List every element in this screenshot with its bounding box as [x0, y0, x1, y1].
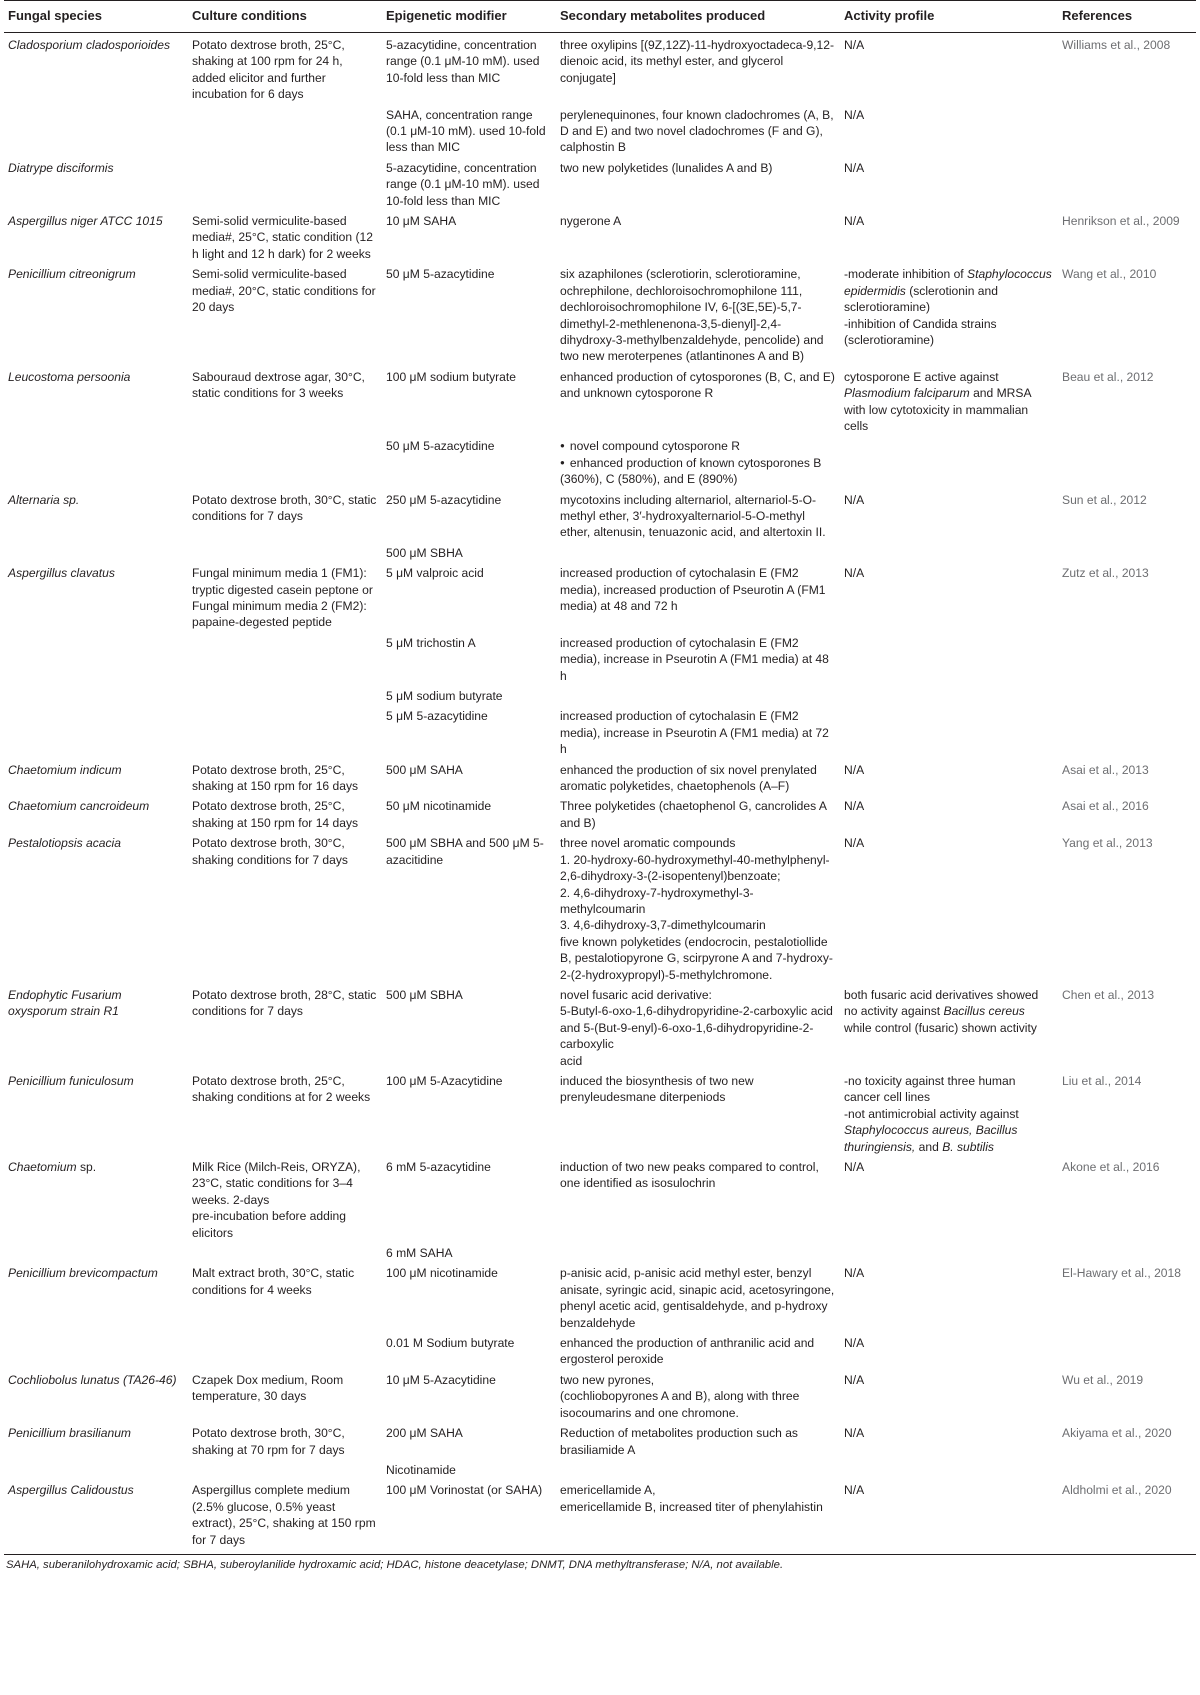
- reference-cell: [1058, 1241, 1196, 1261]
- metabolites-cell: increased production of cytochalasin E (FM2 media), increase in Pseurotin A (FM1 media) at 72 h: [560, 709, 829, 757]
- activity-cell: N/A: [844, 160, 865, 175]
- modifier-cell: 5 μM trichostin A: [386, 635, 476, 650]
- culture-cell: [188, 704, 382, 757]
- reference-cell: Zutz et al., 2013: [1062, 566, 1149, 581]
- metabolites-cell: Three polyketides (chaetophenol G, cancrolides A and B): [560, 799, 827, 830]
- reference-cell: Henrikson et al., 2009: [1062, 214, 1180, 229]
- modifier-cell: 500 μM SAHA: [386, 762, 463, 777]
- culture-cell: Potato dextrose broth, 25°C, shaking at 100 rpm for 24 h, added elicitor and further incubation for 6 days: [192, 38, 345, 102]
- reference-cell: [1058, 156, 1196, 209]
- activity-cell: [840, 1241, 1058, 1261]
- species-cell: [4, 541, 188, 561]
- reference-cell: Akone et al., 2016: [1062, 1160, 1160, 1174]
- table-footnote: SAHA, suberanilohydroxamic acid; SBHA, suberoylanilide hydroxamic acid; HDAC, histone deacetylase; DNMT, DNA methyltransferase; N/A, not available.: [6, 1558, 784, 1571]
- culture-text: Fungal minimum media 2 (FM2): papaine-degested peptide: [192, 599, 367, 630]
- culture-cell: [188, 1155, 382, 1241]
- reference-cell: [1058, 704, 1196, 757]
- reference-cell: Aldholmi et al., 2020: [1058, 1478, 1196, 1554]
- header-references: References: [1058, 1, 1196, 33]
- modifier-cell: 6 mM SAHA: [386, 1246, 453, 1261]
- table-row: [4, 983, 1196, 1069]
- reference-cell: Williams et al., 2008: [1062, 38, 1171, 52]
- species-cell: [4, 1458, 188, 1478]
- metabolites-cell: three oxylipins [(9Z,12Z)-11-hydroxyoctadeca-9,12-dienoic acid, its methyl ester, and glycerol conjugate]: [560, 38, 835, 85]
- metabolites-cell: enhanced the production of anthranilic acid and ergosterol peroxide: [560, 1336, 815, 1367]
- modifier-cell: 500 μM SBHA and 500 μM 5-azacitidine: [386, 836, 544, 867]
- metabolite-line: novel fusaric acid derivative:: [560, 987, 712, 1002]
- species-name: Chaetomium: [8, 1160, 77, 1174]
- metabolites-cell: Reduction of metabolites production such as brasiliamide A: [560, 1426, 798, 1457]
- species-cell: [4, 1155, 188, 1241]
- metabolites-cell: [556, 684, 840, 704]
- modifier-cell: 5-azacytidine, concentration range (0.1 μM-10 mM). used 10-fold less than MIC: [386, 160, 540, 208]
- modifier-cell: 50 μM nicotinamide: [386, 799, 492, 814]
- table-row: [4, 156, 1196, 209]
- culture-cell: [188, 434, 382, 487]
- activity-cell: [840, 541, 1058, 561]
- metabolite-line: 2. 4,6-dihydroxy-7-hydroxymethyl-3-methylcoumarin: [560, 885, 754, 916]
- table-header: [4, 1, 1196, 33]
- reference-cell: Liu et al., 2014: [1062, 1073, 1142, 1088]
- metabolites-cell: p-anisic acid, p-anisic acid methyl ester, benzyl anisate, syringic acid, sinapic acid, acetosyringone, phenyl acetic acid, gentisaldehyde, and p-hydroxy benzaldehyde: [560, 1266, 835, 1330]
- reference-cell: [1058, 631, 1196, 684]
- organism-name: Staphylococcus aureus, Bacillus thuringiensis,: [844, 1123, 1018, 1154]
- modifier-cell: 6 mM 5-azacytidine: [386, 1160, 491, 1174]
- species-cell: [4, 103, 188, 156]
- header-metabolites: Secondary metabolites produced: [556, 1, 840, 33]
- bullet-item: ● novel compound cytosporone R: [560, 438, 836, 454]
- activity-cell: [840, 983, 1058, 1069]
- modifier-cell: 250 μM 5-azacytidine: [386, 492, 502, 507]
- organism-name: Staphylococcus epidermidis: [844, 267, 1052, 298]
- metabolites-cell: [556, 831, 840, 983]
- modifier-cell: 5 μM 5-azacytidine: [386, 709, 488, 724]
- table-row: [4, 794, 1196, 831]
- species-cell: Cladosporium cladosporioides: [8, 38, 171, 52]
- activity-cell: N/A: [844, 1160, 865, 1174]
- species-cell: [4, 1331, 188, 1368]
- table-row: [4, 1368, 1196, 1421]
- metabolite-line: 5-Butyl-6-oxo-1,6-dihydropyridine-2-carboxylic acid and 5-(But-9-enyl)-6-oxo-1,6-dihydropyridine-2-carboxylic: [560, 1004, 833, 1052]
- metabolites-cell: two new polyketides (lunalides A and B): [560, 160, 773, 175]
- modifier-cell: 200 μM SAHA: [386, 1426, 463, 1441]
- species-cell: Penicillium brasilianum: [8, 1426, 131, 1441]
- organism-name: Bacillus cereus: [943, 1004, 1025, 1019]
- header-species: Fungal species: [4, 1, 188, 33]
- metabolites-cell: perylenequinones, four known cladochromes (A, B, D and E) and two novel cladochromes (F and G), calphostin B: [560, 107, 834, 155]
- culture-cell: [188, 541, 382, 561]
- table-row: [4, 561, 1196, 631]
- table-row: [4, 1421, 1196, 1458]
- species-cell: [4, 1241, 188, 1261]
- species-cell: Penicillium funiculosum: [8, 1073, 134, 1088]
- activity-text: -moderate inhibition of: [844, 267, 964, 282]
- table-row: [4, 488, 1196, 541]
- activity-text: (sclerotionin and sclerotioramine): [844, 283, 998, 315]
- activity-cell: N/A: [844, 762, 865, 777]
- species-cell: Diatrype disciformis: [8, 160, 114, 175]
- activity-cell: [840, 434, 1058, 487]
- culture-text: Fungal minimum media 1 (FM1): tryptic digested casein peptone or: [192, 566, 373, 597]
- metabolites-cell: [556, 541, 840, 561]
- reference-cell: [1058, 541, 1196, 561]
- activity-cell: [840, 1458, 1058, 1478]
- modifier-cell: 5 μM sodium butyrate: [386, 689, 503, 704]
- metabolites-cell: increased production of cytochalasin E (FM2 media), increased production of Pseurotin A (FM1 media) at 48 and 72 h: [560, 566, 826, 613]
- activity-text: and: [918, 1139, 939, 1154]
- table-row: [4, 209, 1196, 262]
- species-cell: Chaetomium indicum: [8, 762, 122, 777]
- metabolite-line: two new pyrones,: [560, 1372, 655, 1387]
- modifier-cell: 5-azacytidine, concentration range (0.1 μM-10 mM). used 10-fold less than MIC: [386, 38, 540, 85]
- table-row: [4, 1069, 1196, 1155]
- table-row: [4, 365, 1196, 435]
- table-row: [4, 1331, 1196, 1368]
- species-cell: Alternaria sp.: [8, 492, 80, 507]
- activity-cell: [840, 365, 1058, 435]
- header-culture: Culture conditions: [188, 1, 382, 33]
- modifier-cell: 100 μM Vorinostat (or SAHA): [382, 1478, 556, 1554]
- modifier-cell: 500 μM SBHA: [386, 987, 463, 1002]
- activity-cell: N/A: [844, 836, 865, 851]
- metabolites-cell: induced the biosynthesis of two new prenyleudesmane diterpeniods: [560, 1073, 754, 1105]
- table-row: [4, 684, 1196, 704]
- culture-cell: Potato dextrose broth, 30°C, static conditions for 7 days: [192, 492, 377, 523]
- metabolite-line: emericellamide B, increased titer of phenylahistin: [560, 1499, 823, 1514]
- reference-cell: El-Hawary et al., 2018: [1062, 1266, 1181, 1281]
- activity-text: -no toxicity against three human cancer cell lines: [844, 1073, 1016, 1105]
- culture-cell: [188, 156, 382, 209]
- metabolite-line: emericellamide A,: [560, 1483, 656, 1498]
- culture-cell: [188, 1458, 382, 1478]
- activity-text: and MRSA with low cytotoxicity in mammalian cells: [844, 386, 1031, 433]
- modifier-cell: 10 μM SAHA: [386, 214, 457, 229]
- table-row: [4, 1478, 1196, 1554]
- header-row: [4, 1, 1196, 33]
- activity-cell: N/A: [844, 107, 865, 122]
- metabolites-cell: [556, 434, 840, 487]
- culture-cell: Potato dextrose broth, 30°C, shaking at 70 rpm for 7 days: [192, 1426, 345, 1457]
- metabolites-cell: [556, 1368, 840, 1421]
- reference-cell: Sun et al., 2012: [1062, 492, 1147, 507]
- reference-cell: Chen et al., 2013: [1062, 987, 1155, 1002]
- metabolite-line: (cochliobopyrones A and B), along with three isocoumarins and one chromone.: [560, 1389, 800, 1420]
- culture-cell: Potato dextrose broth, 30°C, shaking conditions for 7 days: [192, 836, 348, 867]
- modifier-cell: 500 μM SBHA: [386, 545, 463, 560]
- culture-cell: Potato dextrose broth, 25°C, shaking at 150 rpm for 16 days: [192, 762, 359, 794]
- species-cell: Aspergillus niger ATCC 1015: [8, 214, 163, 229]
- activity-cell: N/A: [844, 1266, 865, 1281]
- modifier-cell: 0.01 M Sodium butyrate: [386, 1336, 515, 1351]
- activity-text: while control (fusaric) shown activity: [844, 1020, 1037, 1035]
- reference-cell: [1058, 684, 1196, 704]
- species-cell: Chaetomium cancroideum: [8, 799, 150, 814]
- species-cell: [4, 434, 188, 487]
- culture-cell: [188, 1241, 382, 1261]
- header-activity: Activity profile: [840, 1, 1058, 33]
- activity-cell: [840, 704, 1058, 757]
- activity-cell: [840, 631, 1058, 684]
- reference-cell: Wang et al., 2010: [1062, 267, 1157, 282]
- modifier-cell: 100 μM 5-Azacytidine: [386, 1073, 503, 1088]
- culture-cell: Aspergillus complete medium (2.5% glucose, 0.5% yeast extract), 25°C, shaking at 150 rpm for 7 days: [188, 1478, 382, 1554]
- reference-cell: [1058, 103, 1196, 156]
- metabolites-cell: six azaphilones (sclerotiorin, sclerotioramine, ochrephilone, dechloroisochromophilone 111, dechloroisochromophilone IV, 6-[(3E,5E)-5,7-dimethyl-2-methlenenona-3,5-dienyl]-2,4-dihydroxy-3-methylbenzaldehyde, pencolide) and two new meroterpenes (atlantinones A and B): [560, 267, 824, 364]
- reference-cell: [1058, 434, 1196, 487]
- table-row: [4, 1241, 1196, 1261]
- species-cell: Aspergillus clavatus: [8, 566, 115, 581]
- species-cell: Penicillium citreonigrum: [8, 267, 136, 282]
- activity-cell: N/A: [844, 566, 865, 581]
- modifier-cell: 10 μM 5-Azacytidine: [386, 1372, 496, 1387]
- species-cell: Aspergillus Calidoustus: [4, 1478, 188, 1554]
- culture-cell: Malt extract broth, 30°C, static conditions for 4 weeks: [192, 1266, 355, 1297]
- table-row: [4, 704, 1196, 757]
- culture-cell: Semi-solid vermiculite-based media#, 20°C, static conditions for 20 days: [192, 267, 376, 315]
- table-body: [4, 33, 1196, 1555]
- metabolites-cell: [556, 983, 840, 1069]
- activity-cell: N/A: [844, 1336, 865, 1351]
- reference-cell: Akiyama et al., 2020: [1062, 1426, 1172, 1441]
- table-row: [4, 541, 1196, 561]
- metabolites-cell: increased production of cytochalasin E (FM2 media), increase in Pseurotin A (FM1 media) at 48 h: [560, 635, 829, 683]
- culture-cell: Czapek Dox medium, Room temperature, 30 days: [192, 1372, 344, 1404]
- metabolites-cell: mycotoxins including alternariol, alternariol-5-O-methyl ether, 3′-hydroxyalternariol-5-O-methyl ether, altenusin, tenuazonic acid, and altertoxin II.: [560, 492, 826, 540]
- reference-cell: Asai et al., 2016: [1062, 799, 1149, 814]
- activity-cell: N/A: [844, 214, 865, 229]
- activity-cell: [840, 684, 1058, 704]
- table-row: [4, 1155, 1196, 1241]
- activity-cell: N/A: [844, 1372, 865, 1387]
- organism-name: Plasmodium falciparum: [844, 386, 970, 401]
- bullet-item: ● enhanced production of known cytosporones B (360%), C (580%), and E (890%): [560, 455, 836, 488]
- species-cell: Pestalotiopsis acacia: [8, 836, 121, 851]
- modifier-cell: Nicotinamide: [386, 1462, 456, 1477]
- species-cell: Penicillium brevicompactum: [8, 1266, 158, 1281]
- activity-text: both fusaric acid derivatives showed no activity against: [844, 987, 1039, 1019]
- modifier-cell: 50 μM 5-azacytidine: [386, 439, 495, 454]
- metabolite-line: three novel aromatic compounds: [560, 836, 736, 851]
- activity-cell: N/A: [840, 1478, 1058, 1554]
- table-row: [4, 262, 1196, 364]
- activity-text: -inhibition of Candida strains (sclerotioramine): [844, 316, 997, 347]
- activity-text: -not antimicrobial activity against: [844, 1106, 1019, 1121]
- header-modifier: Epigenetic modifier: [382, 1, 556, 33]
- metabolite-line: five known polyketides (endocrocin, pestalotiollide B, pestalotiopyrone G, scirpyrone A and 7-hydroxy-2-(2-hydroxypropyl)-5-methylchromone.: [560, 934, 833, 982]
- metabolites-cell: [556, 1458, 840, 1478]
- reference-cell: Wu et al., 2019: [1062, 1372, 1144, 1387]
- modifier-cell: SAHA, concentration range (0.1 μM-10 mM). used 10-fold less than MIC: [386, 107, 546, 155]
- table-row: [4, 103, 1196, 156]
- epigenetic-modifiers-table: [4, 0, 1196, 1555]
- reference-cell: [1058, 1458, 1196, 1478]
- modifier-cell: 100 μM nicotinamide: [386, 1266, 498, 1281]
- modifier-cell: 5 μM valproic acid: [386, 566, 484, 581]
- species-cell: [4, 631, 188, 684]
- culture-cell: [188, 561, 382, 631]
- culture-cell: Potato dextrose broth, 25°C, shaking conditions at for 2 weeks: [192, 1073, 371, 1105]
- metabolites-cell: enhanced the production of six novel prenylated aromatic polyketides, chaetophenols (A–F): [560, 762, 817, 794]
- reference-cell: Yang et al., 2013: [1062, 836, 1153, 851]
- activity-cell: N/A: [844, 1426, 865, 1441]
- species-cell: Cochliobolus lunatus (TA26-46): [8, 1372, 177, 1387]
- reference-cell: Asai et al., 2013: [1062, 762, 1149, 777]
- species-cell: [4, 684, 188, 704]
- species-suffix: sp.: [79, 1160, 97, 1174]
- culture-cell: Potato dextrose broth, 25°C, shaking at 150 rpm for 14 days: [192, 799, 359, 830]
- metabolites-cell: enhanced production of cytosporones (B, C, and E) and unknown cytosporone R: [560, 369, 835, 401]
- activity-cell: N/A: [844, 492, 865, 507]
- species-cell: [4, 704, 188, 757]
- modifier-cell: 50 μM 5-azacytidine: [386, 267, 495, 282]
- table-row: [4, 1458, 1196, 1478]
- metabolite-line: 3. 4,6-dihydroxy-3,7-dimethylcoumarin: [560, 918, 766, 933]
- reference-cell: Beau et al., 2012: [1062, 369, 1154, 384]
- culture-cell: [188, 631, 382, 684]
- activity-text: cytosporone E active against: [844, 369, 999, 384]
- reference-cell: [1058, 1331, 1196, 1368]
- table-row: [4, 434, 1196, 487]
- table-row: [4, 758, 1196, 795]
- metabolite-line: 1. 20-hydroxy-60-hydroxymethyl-40-methylphenyl-2,6-dihydroxy-3-(2-isopentenyl)benzoate;: [560, 852, 830, 884]
- table-row: [4, 831, 1196, 983]
- culture-cell: [188, 103, 382, 156]
- table-row: [4, 1261, 1196, 1331]
- metabolites-cell: [556, 1478, 840, 1554]
- metabolites-cell: nygerone A: [560, 214, 622, 229]
- culture-cell: [188, 1331, 382, 1368]
- culture-cell: [188, 684, 382, 704]
- activity-cell: N/A: [844, 38, 865, 52]
- modifier-cell: 100 μM sodium butyrate: [386, 369, 516, 384]
- activity-cell: N/A: [844, 799, 865, 814]
- culture-text: pre-incubation before adding elicitors: [192, 1209, 346, 1240]
- culture-cell: Semi-solid vermiculite-based media#, 25°C, static condition (12 h light and 12 h dark) for 2 weeks: [192, 214, 373, 261]
- culture-cell: Potato dextrose broth, 28°C, static conditions for 7 days: [192, 987, 377, 1019]
- organism-name: B. subtilis: [942, 1139, 994, 1154]
- species-cell: Leucostoma persoonia: [8, 369, 131, 384]
- culture-cell: Sabouraud dextrose agar, 30°C, static conditions for 3 weeks: [192, 369, 365, 401]
- activity-cell: [840, 262, 1058, 364]
- table-row: [4, 631, 1196, 684]
- activity-cell: [840, 1069, 1058, 1155]
- culture-text: Milk Rice (Milch-Reis, ORYZA), 23°C, static conditions for 3–4 weeks. 2-days: [192, 1160, 361, 1207]
- species-cell: Endophytic Fusarium oxysporum strain R1: [8, 987, 122, 1019]
- metabolites-cell: [556, 1241, 840, 1261]
- table-row: [4, 33, 1196, 103]
- metabolites-cell: induction of two new peaks compared to control, one identified as isosulochrin: [560, 1160, 819, 1191]
- metabolite-line: acid: [560, 1053, 583, 1068]
